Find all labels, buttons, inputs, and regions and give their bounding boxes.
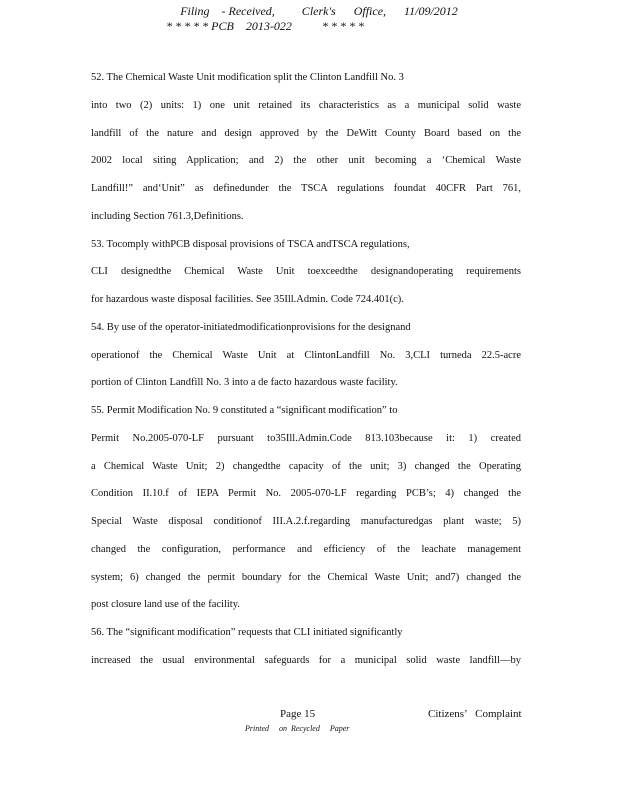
body-line: increased the usual environmental safeguards for a municipal solid waste landfill—by <box>91 654 521 666</box>
body-line: system; 6) changed the permit boundary for the Chemical Waste Unit; and7) changed the <box>91 571 521 583</box>
body-line: 2002 local siting Application; and 2) the other unit becoming a ‘Chemical Waste <box>91 155 521 167</box>
body-line: changed the configuration, performance and efficiency of the leachate management <box>91 543 521 555</box>
document-title: Citizens’ Complaint <box>428 708 522 720</box>
body-line: Landfill!” and‘Unit” as definedunder the TSCA regulations foundat 40CFR Part 761, <box>91 183 521 194</box>
body-line: 56. The “significant modification” requests that CLI initiated significantly <box>91 627 403 638</box>
printed-note: Printed on Recycled Paper <box>245 724 350 733</box>
body-line: 54. By use of the operator-initiatedmodificationprovisions for the designand <box>91 321 411 333</box>
pcb-header: * * * * * PCB 2013-022 * * * * * <box>166 19 364 33</box>
body-line: including Section 761.3,Definitions. <box>91 210 244 222</box>
filing-header: Filing - Received, Clerk's Office, 11/09/2012 <box>180 4 458 18</box>
body-line: for hazardous waste disposal facilities. See 35Ill.Admin. Code 724.401(c). <box>91 294 404 305</box>
body-line: portion of Clinton Landfill No. 3 into a de facto hazardous waste facility. <box>91 377 398 389</box>
body-line: operationof the Chemical Waste Unit at ClintonLandfill No. 3,CLI turneda 22.5-acre <box>91 349 521 361</box>
body-line: 55. Permit Modification No. 9 constituted a “significant modification” to <box>91 405 398 416</box>
page-number: Page 15 <box>280 708 316 720</box>
body-line: Permit No.2005-070-LF pursuant to35Ill.Admin.Code 813.103because it: 1) created <box>91 432 521 444</box>
body-line: CLI designedthe Chemical Waste Unit toexceedthe designandoperating requirements <box>91 266 521 278</box>
body-line: post closure land use of the facility. <box>91 599 240 611</box>
body-line: a Chemical Waste Unit; 2) changedthe capacity of the unit; 3) changed the Operating <box>91 460 521 472</box>
body-line: into two (2) units: 1) one unit retained its characteristics as a municipal solid waste <box>91 99 521 111</box>
body-line: Condition II.10.f of IEPA Permit No. 2005-070-LF regarding PCB’s; 4) changed the <box>91 488 521 500</box>
body-line: 52. The Chemical Waste Unit modification split the Clinton Landfill No. 3 <box>91 72 404 83</box>
body-line: landfill of the nature and design approved by the DeWitt County Board based on the <box>91 127 521 139</box>
body-line: Special Waste disposal conditionof III.A.2.f.regarding manufacturedgas plant waste; 5) <box>91 516 521 527</box>
body-line: 53. Tocomply withPCB disposal provisions of TSCA andTSCA regulations, <box>91 238 410 250</box>
